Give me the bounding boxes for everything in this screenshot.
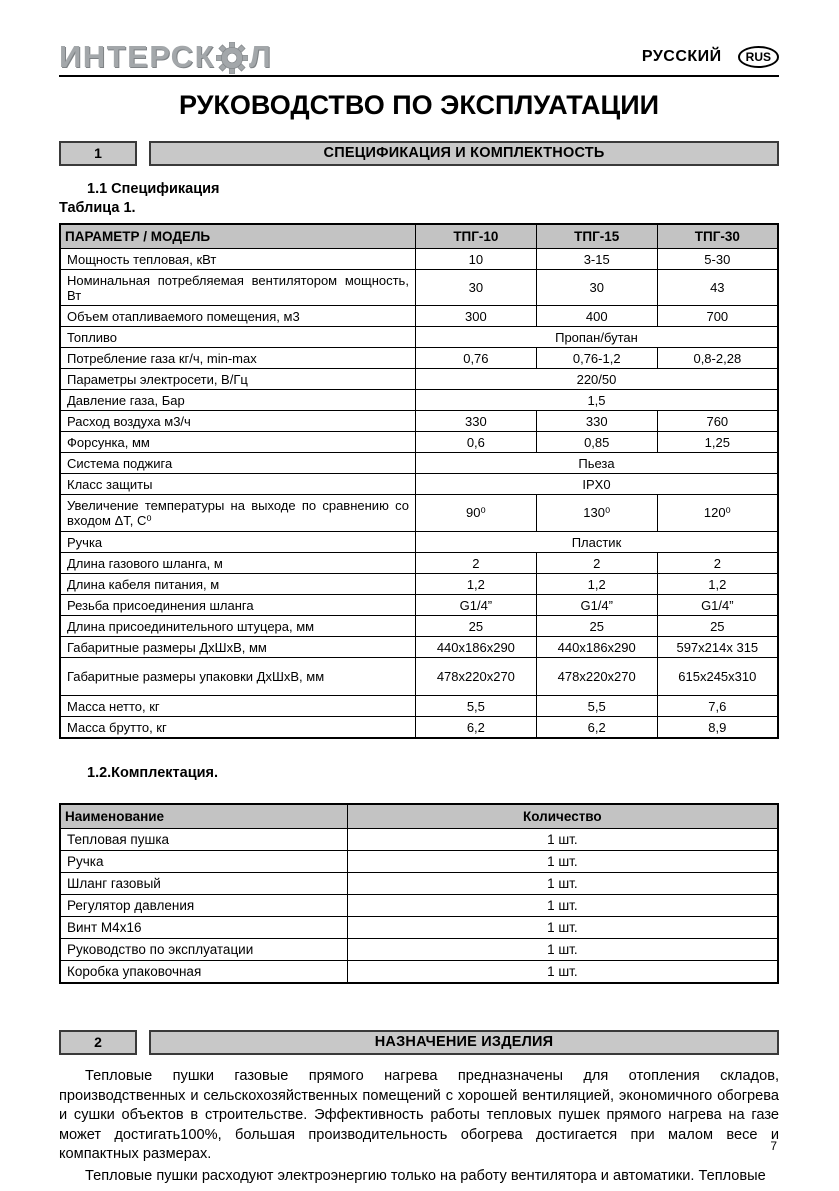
value-cell: 25 bbox=[657, 616, 778, 637]
value-cell: 700 bbox=[657, 306, 778, 327]
value-cell: 2 bbox=[657, 553, 778, 574]
spec-table-row bbox=[60, 574, 778, 595]
spec-table-row bbox=[60, 348, 778, 369]
parameter-cell: Резьба присоединения шланга bbox=[60, 595, 415, 616]
value-cell: 0,76-1,2 bbox=[536, 348, 657, 369]
parameter-cell: Масса брутто, кг bbox=[60, 717, 415, 739]
value-cell: 0,8-2,28 bbox=[657, 348, 778, 369]
item-quantity-cell: 1 шт. bbox=[347, 829, 778, 851]
spec-table-row bbox=[60, 249, 778, 270]
kit-table-row bbox=[60, 851, 778, 873]
spec-table-row bbox=[60, 453, 778, 474]
logo-text-right: Л bbox=[249, 39, 273, 74]
brand-logo bbox=[59, 41, 272, 72]
col-header-tpg-15: ТПГ-15 bbox=[536, 224, 657, 249]
value-cell: 440х186х290 bbox=[415, 637, 536, 658]
value-cell: 5,5 bbox=[415, 696, 536, 717]
parameter-cell: Длина газового шланга, м bbox=[60, 553, 415, 574]
spec-table-row bbox=[60, 616, 778, 637]
kit-table-row bbox=[60, 895, 778, 917]
kit-table-row bbox=[60, 961, 778, 984]
page-number: 7 bbox=[770, 1139, 777, 1153]
item-name-cell: Шланг газовый bbox=[60, 873, 347, 895]
parameter-cell: Габаритные размеры ДхШхВ, мм bbox=[60, 637, 415, 658]
language-label: РУССКИЙ bbox=[641, 48, 722, 65]
value-cell: 400 bbox=[536, 306, 657, 327]
value-cell: G1/4” bbox=[657, 595, 778, 616]
parameter-cell: Увеличение температуры на выходе по сравнению со входом ΔТ, С⁰ bbox=[60, 495, 415, 532]
value-cell: 1,2 bbox=[415, 574, 536, 595]
spec-table-row bbox=[60, 270, 778, 306]
col-header-quantity: Количество bbox=[347, 804, 778, 829]
section-1-number: 1 bbox=[59, 141, 137, 166]
spec-table-row bbox=[60, 306, 778, 327]
value-cell: Пьеза bbox=[415, 453, 778, 474]
parameter-cell: Форсунка, мм bbox=[60, 432, 415, 453]
value-cell: 30 bbox=[536, 270, 657, 306]
col-header-tpg-10: ТПГ-10 bbox=[415, 224, 536, 249]
item-name-cell: Руководство по эксплуатации bbox=[60, 939, 347, 961]
value-cell: 760 bbox=[657, 411, 778, 432]
col-header-tpg-30: ТПГ-30 bbox=[657, 224, 778, 249]
col-header-parameter: ПАРАМЕТР / МОДЕЛЬ bbox=[60, 224, 415, 249]
value-cell: 1,25 bbox=[657, 432, 778, 453]
spec-table-row bbox=[60, 390, 778, 411]
value-cell: 330 bbox=[415, 411, 536, 432]
value-cell: 1,2 bbox=[657, 574, 778, 595]
value-cell: 10 bbox=[415, 249, 536, 270]
spec-table bbox=[59, 223, 779, 739]
language-badge: RUS bbox=[738, 46, 779, 68]
language-block bbox=[642, 46, 779, 72]
value-cell: G1/4” bbox=[415, 595, 536, 616]
section-2-body bbox=[59, 1067, 779, 1187]
gear-icon bbox=[216, 42, 248, 74]
parameter-cell: Номинальная потребляемая вентилятором мощность, Вт bbox=[60, 270, 415, 306]
value-cell: Пропан/бутан bbox=[415, 327, 778, 348]
item-name-cell: Ручка bbox=[60, 851, 347, 873]
spec-table-row bbox=[60, 411, 778, 432]
value-cell: 1,2 bbox=[536, 574, 657, 595]
value-cell: 2 bbox=[536, 553, 657, 574]
parameter-cell: Масса нетто, кг bbox=[60, 696, 415, 717]
paragraph-2: Тепловые пушки расходуют электроэнергию только на работу вентилятора и автоматики. Тепловые bbox=[85, 1167, 766, 1184]
value-cell: 25 bbox=[536, 616, 657, 637]
value-cell: 0,85 bbox=[536, 432, 657, 453]
kit-table-row bbox=[60, 829, 778, 851]
item-quantity-cell: 1 шт. bbox=[347, 895, 778, 917]
value-cell: 8,9 bbox=[657, 717, 778, 739]
parameter-cell: Параметры электросети, В/Гц bbox=[60, 369, 415, 390]
value-cell: 615х245х310 bbox=[657, 658, 778, 696]
header-divider bbox=[59, 75, 779, 77]
spec-table-header-row bbox=[60, 224, 778, 249]
item-quantity-cell: 1 шт. bbox=[347, 873, 778, 895]
value-cell: 7,6 bbox=[657, 696, 778, 717]
parameter-cell: Потребление газа кг/ч, min-max bbox=[60, 348, 415, 369]
parameter-cell: Топливо bbox=[60, 327, 415, 348]
item-name-cell: Винт М4х16 bbox=[60, 917, 347, 939]
subsection-1-1-heading: 1.1 Спецификация bbox=[87, 181, 220, 197]
value-cell: 3-15 bbox=[536, 249, 657, 270]
value-cell: 2 bbox=[415, 553, 536, 574]
spec-table-row bbox=[60, 658, 778, 696]
value-cell: 90⁰ bbox=[415, 495, 536, 532]
spec-table-row bbox=[60, 696, 778, 717]
spec-table-row bbox=[60, 637, 778, 658]
logo-text-left: ИНТЕРСК bbox=[59, 39, 215, 74]
parameter-cell: Мощность тепловая, кВт bbox=[60, 249, 415, 270]
kit-table-row bbox=[60, 939, 778, 961]
value-cell: 25 bbox=[415, 616, 536, 637]
value-cell: 597х214х 315 bbox=[657, 637, 778, 658]
parameter-cell: Ручка bbox=[60, 532, 415, 553]
section-2-header bbox=[59, 1030, 779, 1055]
value-cell: 5,5 bbox=[536, 696, 657, 717]
spec-table-row bbox=[60, 432, 778, 453]
spec-table-row bbox=[60, 532, 778, 553]
spec-table-row bbox=[60, 327, 778, 348]
value-cell: 30 bbox=[415, 270, 536, 306]
item-quantity-cell: 1 шт. bbox=[347, 939, 778, 961]
section-2-title: НАЗНАЧЕНИЕ ИЗДЕЛИЯ bbox=[149, 1030, 779, 1055]
value-cell: Пластик bbox=[415, 532, 778, 553]
parameter-cell: Класс защиты bbox=[60, 474, 415, 495]
value-cell: 440х186х290 bbox=[536, 637, 657, 658]
spec-table-row bbox=[60, 717, 778, 739]
item-name-cell: Тепловая пушка bbox=[60, 829, 347, 851]
parameter-cell: Давление газа, Бар bbox=[60, 390, 415, 411]
spec-table-row bbox=[60, 369, 778, 390]
item-name-cell: Регулятор давления bbox=[60, 895, 347, 917]
value-cell: 5-30 bbox=[657, 249, 778, 270]
value-cell: 6,2 bbox=[415, 717, 536, 739]
kit-table-row bbox=[60, 917, 778, 939]
value-cell: 220/50 bbox=[415, 369, 778, 390]
spec-table-row bbox=[60, 553, 778, 574]
item-name-cell: Коробка упаковочная bbox=[60, 961, 347, 984]
spec-table-row bbox=[60, 495, 778, 532]
parameter-cell: Габаритные размеры упаковки ДхШхВ, мм bbox=[60, 658, 415, 696]
parameter-cell: Длина присоединительного штуцера, мм bbox=[60, 616, 415, 637]
value-cell: IPX0 bbox=[415, 474, 778, 495]
parameter-cell: Расход воздуха м3/ч bbox=[60, 411, 415, 432]
spec-table-row bbox=[60, 595, 778, 616]
parameter-cell: Система поджига bbox=[60, 453, 415, 474]
table-1-label: Таблица 1. bbox=[59, 200, 136, 216]
section-1-header bbox=[59, 141, 779, 166]
parameter-cell: Объем отапливаемого помещения, м3 bbox=[60, 306, 415, 327]
page-title: РУКОВОДСТВО ПО ЭКСПЛУАТАЦИИ bbox=[178, 90, 660, 120]
value-cell: 0,6 bbox=[415, 432, 536, 453]
parameter-cell: Длина кабеля питания, м bbox=[60, 574, 415, 595]
kit-table bbox=[59, 803, 779, 984]
col-header-item-name: Наименование bbox=[60, 804, 347, 829]
section-1-title: СПЕЦИФИКАЦИЯ И КОМПЛЕКТНОСТЬ bbox=[149, 141, 779, 166]
kit-table-row bbox=[60, 873, 778, 895]
value-cell: G1/4” bbox=[536, 595, 657, 616]
spec-table-body bbox=[60, 249, 778, 739]
value-cell: 43 bbox=[657, 270, 778, 306]
value-cell: 300 bbox=[415, 306, 536, 327]
value-cell: 0,76 bbox=[415, 348, 536, 369]
subsection-1-2-heading: 1.2.Комплектация. bbox=[87, 765, 219, 781]
spec-table-row bbox=[60, 474, 778, 495]
kit-table-header-row bbox=[60, 804, 778, 829]
page-header bbox=[59, 30, 779, 72]
item-quantity-cell: 1 шт. bbox=[347, 961, 778, 984]
value-cell: 120⁰ bbox=[657, 495, 778, 532]
item-quantity-cell: 1 шт. bbox=[347, 851, 778, 873]
kit-table-body bbox=[60, 829, 778, 984]
value-cell: 1,5 bbox=[415, 390, 778, 411]
value-cell: 6,2 bbox=[536, 717, 657, 739]
value-cell: 478х220х270 bbox=[415, 658, 536, 696]
value-cell: 130⁰ bbox=[536, 495, 657, 532]
section-2-number: 2 bbox=[59, 1030, 137, 1055]
value-cell: 478х220х270 bbox=[536, 658, 657, 696]
paragraph-1: Тепловые пушки газовые прямого нагрева предназначены для отопления складов, производственных и сельскохозяйственных помещений с хорошей вентиляцией, экономичного обогрева и сушки объектов в строительстве. Эффективность работы тепловых пушек прямого нагрева на газе может достигать100%, большая производительность обогрева достигается при малом весе и компактных размерах. bbox=[59, 1068, 779, 1163]
item-quantity-cell: 1 шт. bbox=[347, 917, 778, 939]
value-cell: 330 bbox=[536, 411, 657, 432]
